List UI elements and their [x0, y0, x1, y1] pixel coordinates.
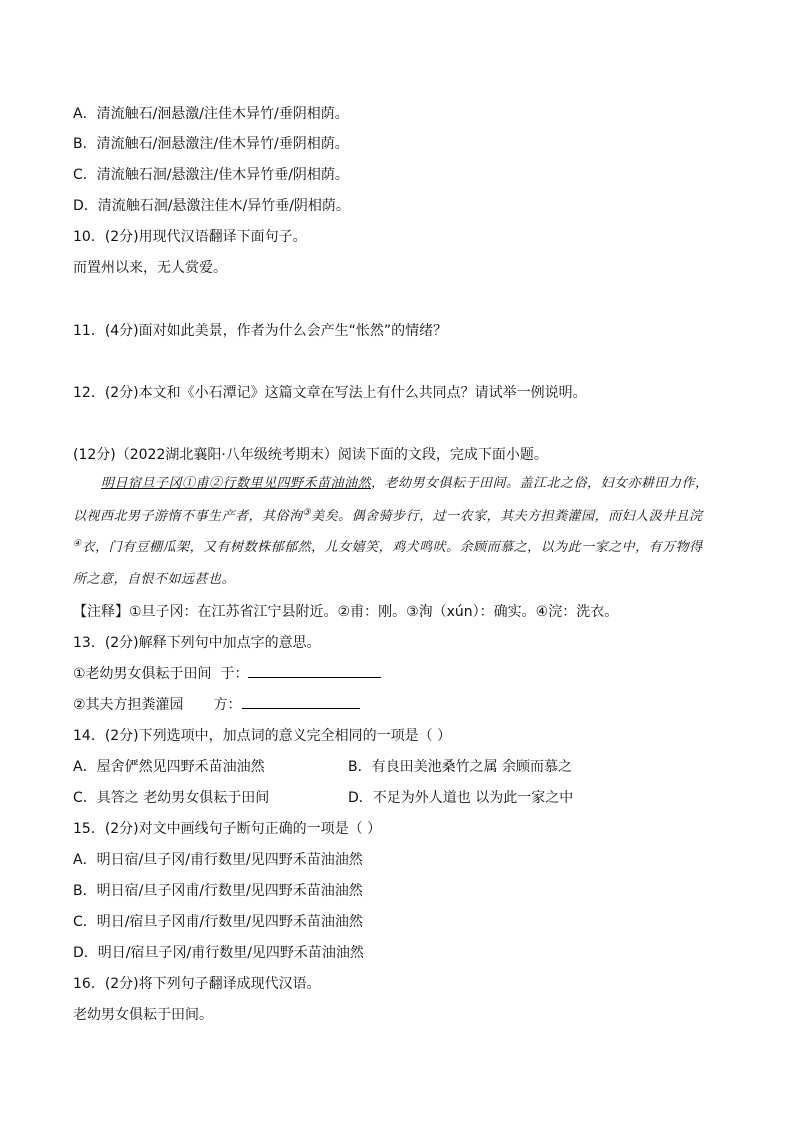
q14-option-c: C．具答之 老幼男女俱耘于田间 — [73, 790, 270, 806]
q9-option-b: B．清流触石/洄悬激注/佳木异竹/垂阴相荫。 — [73, 136, 349, 152]
q14-option-d: D．不足为外人道也 以为此一家之中 — [348, 790, 574, 806]
q13-item-2: ②其夫方担粪灌园 方： — [73, 695, 360, 715]
q13-stem: 13．(2分)解释下列句中加点字的意思。 — [73, 635, 321, 651]
q14-options-row-2 — [73, 788, 733, 808]
q9-option-a: A．清流触石/洄悬激/注佳木异竹/垂阴相荫。 — [73, 106, 349, 122]
q9-option-d: D．清流触石洄/悬激注佳木/异竹垂/阴相荫。 — [73, 198, 350, 214]
q16-stem: 16．(2分)将下列句子翻译成现代汉语。 — [73, 976, 321, 992]
q15-stem: 15．(2分)对文中画线句子断句正确的一项是（ ） — [73, 821, 382, 837]
passage-line-4: 所之意，自恨不如远甚也。 — [73, 572, 236, 587]
q15-option-a: A．明日宿/旦子冈/甫行数里/见四野禾苗油油然 — [73, 852, 363, 868]
q14-options-row-1 — [73, 757, 733, 777]
section-header: (12分)（2022湖北襄阳·八年级统考期末）阅读下面的文段，完成下面小题。 — [73, 447, 548, 463]
underlined-sentence: 明日宿旦子冈①甫②行数里见四野禾苗油油然 — [101, 476, 372, 491]
q15-option-d: D．明日/宿旦子冈/甫行数里/见四野禾苗油油然 — [73, 945, 364, 961]
q11-stem: 11．(4分)面对如此美景，作者为什么会产生“怅然”的情绪？ — [73, 323, 448, 339]
q14-stem: 14．(2分)下列选项中，加点词的意义完全相同的一项是（ ） — [73, 728, 452, 744]
reading-passage — [73, 474, 729, 592]
q12-stem: 12．(2分)本文和《小石潭记》这篇文章在写法上有什么共同点？请试举一例说明。 — [73, 385, 587, 401]
passage-line-1: 明日宿旦子冈①甫②行数里见四野禾苗油油然，老幼男女俱耘于田间。盖江北之俗，妇女亦耕田力作， — [101, 476, 709, 491]
q15-option-c: C．明日/宿旦子冈甫/行数里/见四野禾苗油油然 — [73, 914, 363, 930]
q15-option-b: B．明日宿/旦子冈甫/行数里/见四野禾苗油油然 — [73, 883, 363, 899]
q13-item-1: ①老幼男女俱耘于田间 于： — [73, 664, 381, 684]
q14-option-b: B．有良田美池桑竹之属 余顾而慕之 — [348, 759, 573, 775]
q10-sentence: 而置州以来，无人赏爱。 — [73, 260, 227, 276]
annotation-notes: 【注释】①旦子冈：在江苏省江宁县附近。②甫：刚。③洵（xún）：确实。④浣：洗衣。 — [73, 604, 619, 620]
passage-line-3: ④衣，门有豆棚瓜架，又有树数株郁郁然，儿女嬉笑，鸡犬鸣吠。余顾而慕之，以为此一家之中，有万物得 — [73, 539, 703, 555]
q14-option-a: A．屋舍俨然见四野禾苗油油然 — [73, 759, 265, 775]
q9-option-c: C．清流触石洄/悬激注/佳木异竹垂/阴相荫。 — [73, 167, 349, 183]
q10-stem: 10．(2分)用现代汉语翻译下面句子。 — [73, 229, 307, 245]
passage-line-2: 以视西北男子游惰不事生产者，其俗洵③美矣。偶舍骑步行，过一农家，其夫方担粪灌园，而妇人汲井且浣 — [73, 508, 703, 524]
q13-answer-blank-1[interactable] — [248, 665, 381, 678]
q16-sentence: 老幼男女俱耘于田间。 — [73, 1007, 213, 1023]
q13-answer-blank-2[interactable] — [242, 696, 360, 709]
